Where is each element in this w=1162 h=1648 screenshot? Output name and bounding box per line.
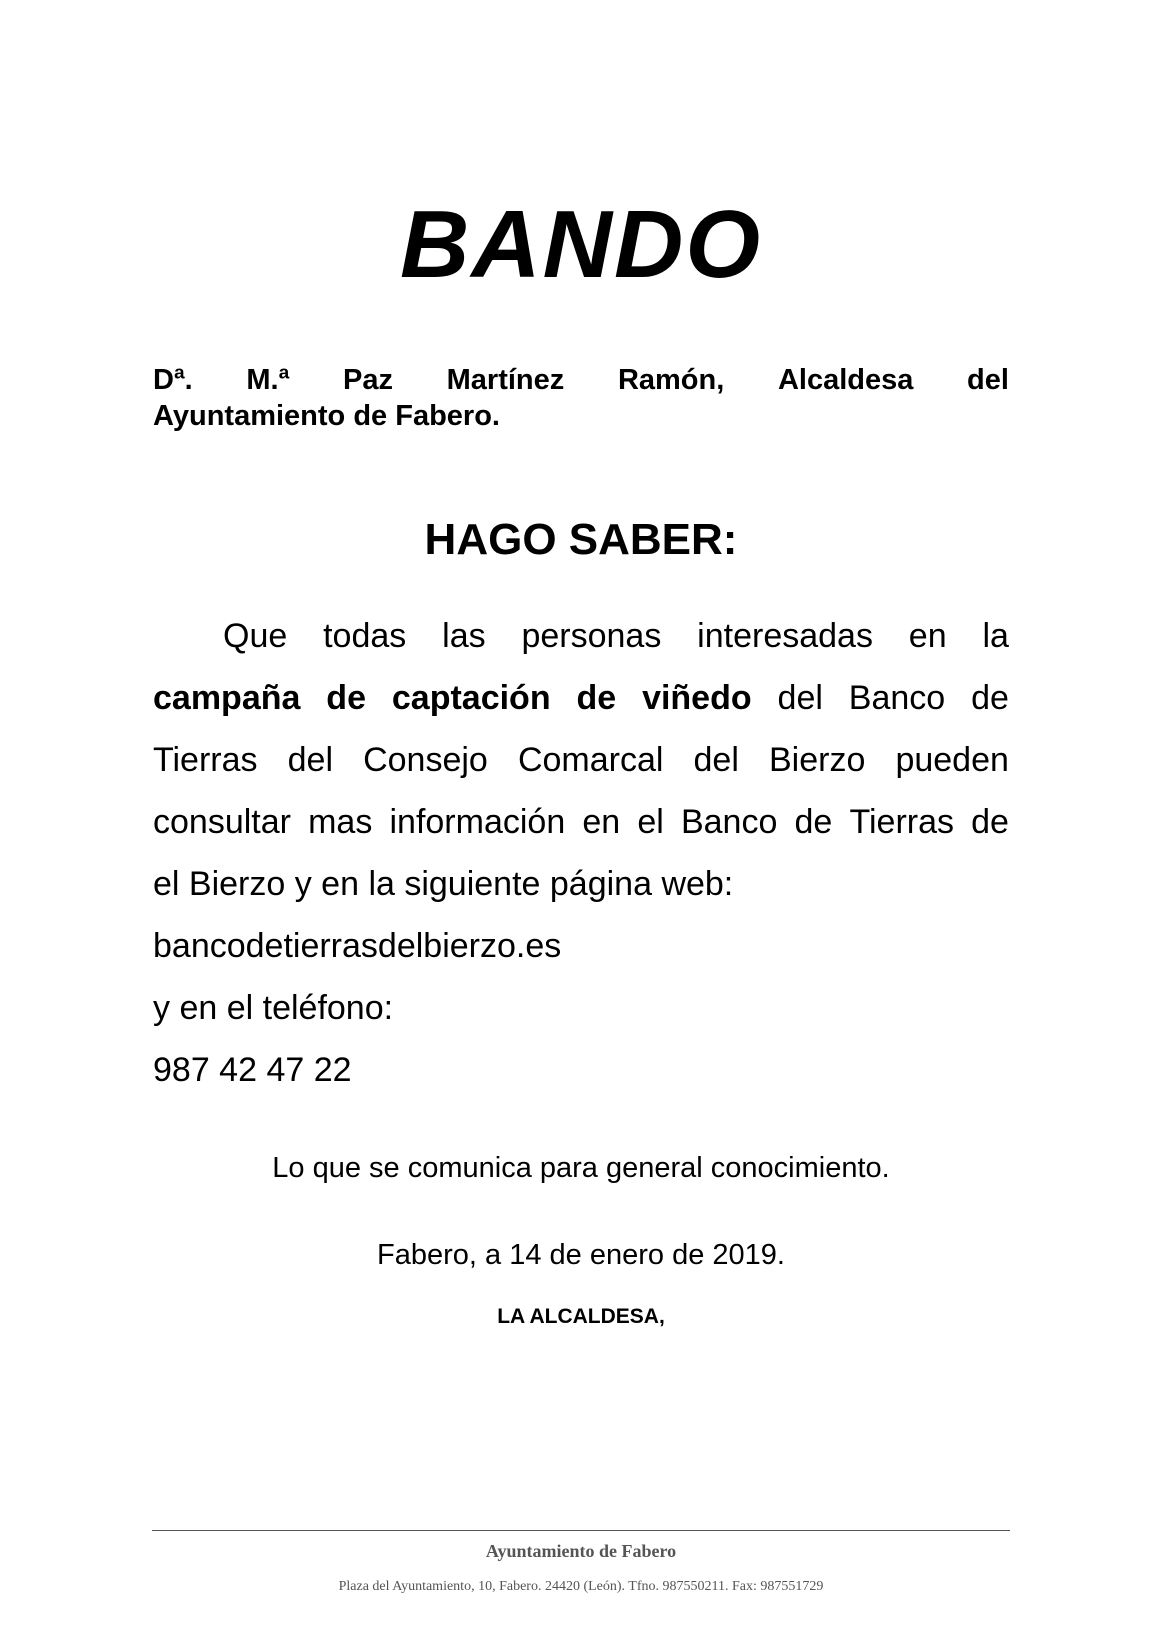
signature-title: LA ALCALDESA, [497,1305,665,1328]
word: del [967,364,1009,396]
campaign-word: de [576,679,617,717]
word: del [777,679,823,717]
campaign-word: de [326,679,366,717]
section-heading: HAGO SABER: [424,515,738,564]
word: del [287,741,333,779]
word: información [389,803,566,841]
footer-address: Plaza del Ayuntamiento, 10, Fabero. 24420 (León). Tfno. 987550211. Fax: 987551729 [338,1579,824,1594]
body-line-4 [153,791,1009,853]
word: Banco [848,679,946,717]
word: Paz [343,364,393,396]
author-line-2: Ayuntamiento de Fabero. [153,400,500,432]
body-line-5: el Bierzo y en la siguiente página web: [153,865,734,903]
word: Ramón, [617,364,725,396]
word: todas [323,617,407,655]
campaign-word: campaña [153,679,301,717]
word: consultar [153,803,291,841]
word: Bierzo [768,741,866,779]
word: de [971,679,1009,717]
word: Alcaldesa [777,364,914,396]
word: M.ª [246,364,290,396]
word: de [794,803,833,841]
word: Dª. [153,364,193,396]
closing-statement: Lo que se comunica para general conocimiento. [272,1152,890,1184]
word: en [582,803,621,841]
phone-number: 987 42 47 22 [153,1051,352,1089]
word: personas [521,617,662,655]
word: las [442,617,486,655]
campaign-word: viñedo [642,679,752,717]
word: Tierras [849,803,954,841]
word: el [637,803,664,841]
word: interesadas [697,617,873,655]
body-line-3 [153,729,1009,791]
body-text [153,605,1009,1101]
document-title: BANDO [400,191,762,298]
author-line-1 [153,362,1009,398]
campaign-word: captación [391,679,551,717]
word: Banco [680,803,778,841]
word: pueden [895,741,1009,779]
word: Comarcal [517,741,664,779]
word: Que [223,617,288,655]
phone-label: y en el teléfono: [153,989,394,1027]
website-link[interactable]: bancodetierrasdelbierzo.es [153,927,562,965]
word: Consejo [363,741,488,779]
word: Tierras [153,741,258,779]
footer-divider [152,1530,1010,1531]
body-line-1 [153,605,1009,667]
word: del [693,741,739,779]
word: la [982,617,1009,655]
author-block [153,362,1009,434]
place-date: Fabero, a 14 de enero de 2019. [377,1239,785,1271]
footer-organization: Ayuntamiento de Fabero [485,1541,677,1561]
word: de [971,803,1009,841]
word: Martínez [446,364,565,396]
word: mas [308,803,373,841]
word: en [908,617,947,655]
body-line-2 [153,667,1009,729]
